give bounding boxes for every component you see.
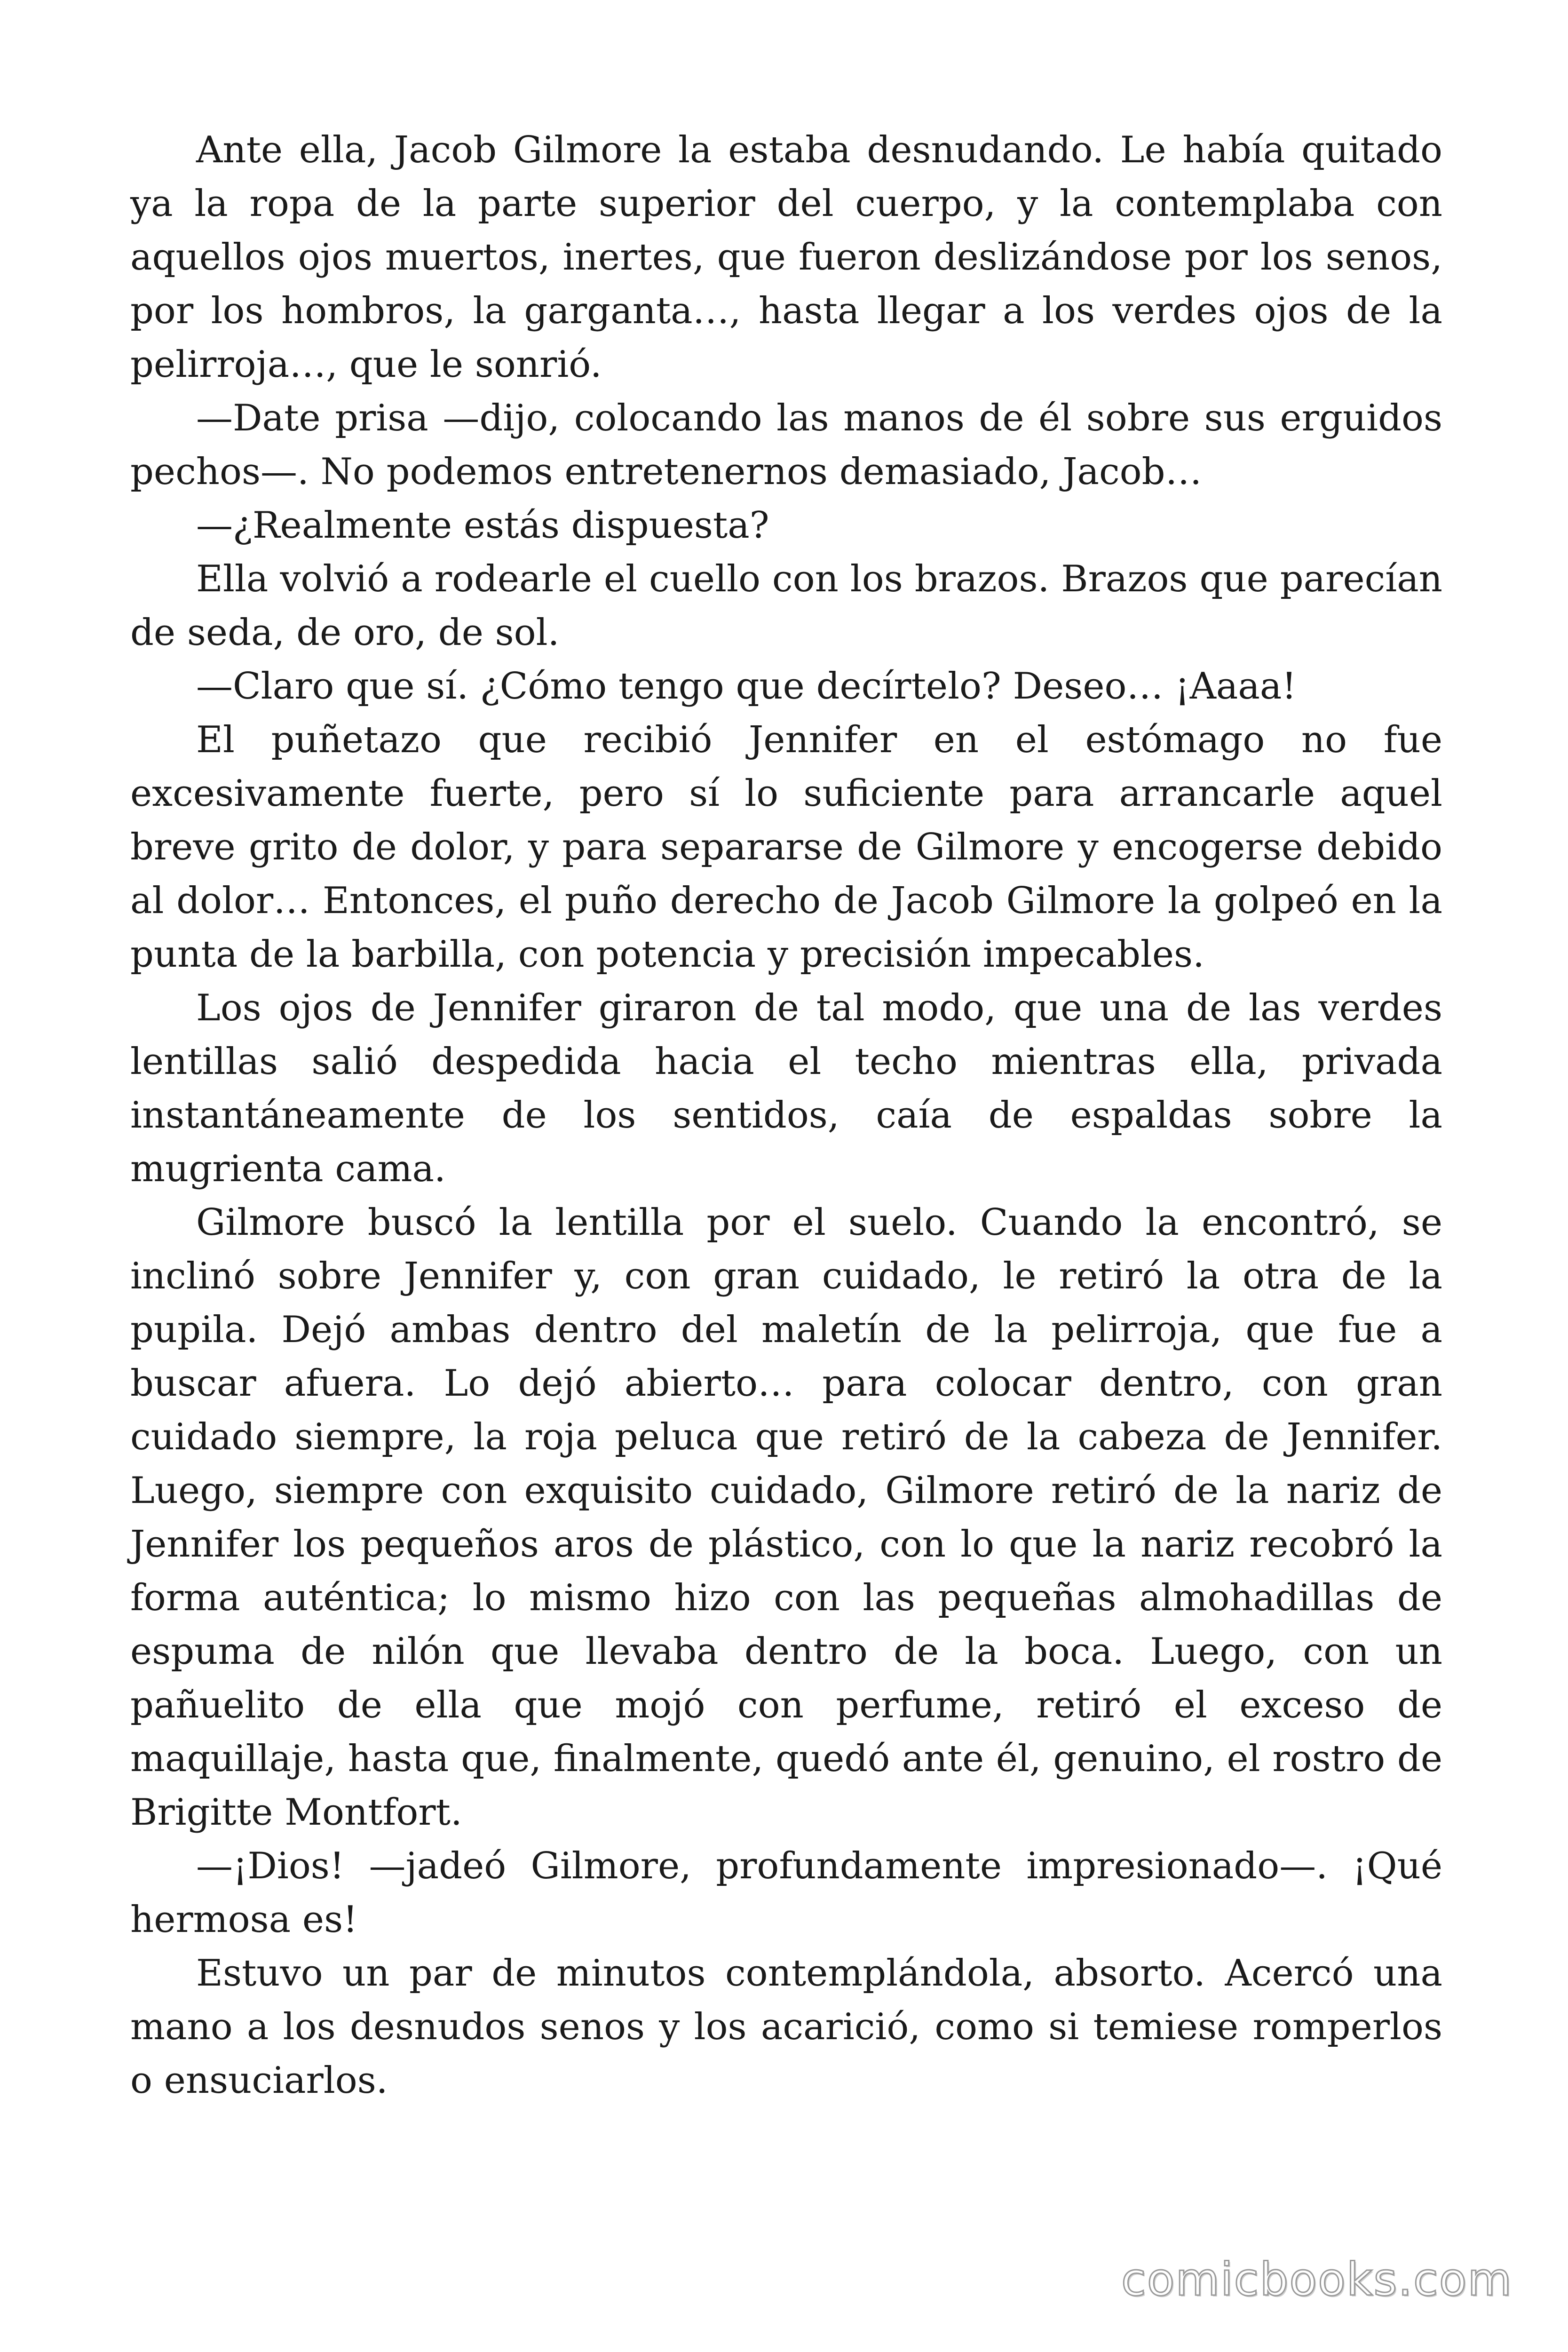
paragraph: Ante ella, Jacob Gilmore la estaba desnudando. Le había quitado ya la ropa de la parte superior del cuerpo, y la contemplaba con aquellos ojos muertos, inertes, que fueron deslizándose por los senos, por los hombros, la garganta…, hasta llegar a los verdes ojos de la pelirroja…, que le sonrió. (130, 129, 1442, 386)
paragraph: Estuvo un par de minutos contemplándola, absorto. Acercó una mano a los desnudos senos y los acarició, como si temiese romperlos o ensuciarlos. (130, 1952, 1442, 2102)
paragraph: Los ojos de Jennifer giraron de tal modo, que una de las verdes lentillas salió despedida hacia el techo mientras ella, privada instantáneamente de los sentidos, caía de espaldas sobre la mugrienta cama. (130, 987, 1442, 1190)
page-text (130, 123, 1442, 2107)
paragraph: —¿Realmente estás dispuesta? (196, 504, 769, 547)
paragraph: Ella volvió a rodearle el cuello con los brazos. Brazos que parecían de seda, de oro, de sol. (130, 558, 1442, 654)
paragraph: El puñetazo que recibió Jennifer en el estómago no fue excesivamente fuerte, pero sí lo suficiente para arrancarle aquel breve grito de dolor, y para separarse de Gilmore y encogerse debido al dolor… Entonces, el puño derecho de Jacob Gilmore la golpeó en la punta de la barbilla, con potencia y precisión impecables. (130, 719, 1442, 976)
watermark: comicbooks.com (1121, 2253, 1513, 2306)
paragraph: Gilmore buscó la lentilla por el suelo. Cuando la encontró, se inclinó sobre Jennifer y, con gran cuidado, le retiró la otra de la pupila. Dejó ambas dentro del maletín de la pelirroja, que fue a buscar afuera. Lo dejó abierto… para colocar dentro, con gran cuidado siempre, la roja peluca que retiró de la cabeza de Jennifer. Luego, siempre con exquisito cuidado, Gilmore retiró de la nariz de Jennifer los pequeños aros de plástico, con lo que la nariz recobró la forma auténtica; lo mismo hizo con las pequeñas almohadillas de espuma de nilón que llevaba dentro de la boca. Luego, con un pañuelito de ella que mojó con perfume, retiró el exceso de maquillaje, hasta que, finalmente, quedó ante él, genuino, el rostro de Brigitte Montfort. (130, 1201, 1442, 1834)
paragraph: —¡Dios! —jadeó Gilmore, profundamente impresionado—. ¡Qué hermosa es! (130, 1845, 1442, 1941)
paragraph: —Claro que sí. ¿Cómo tengo que decírtelo? Deseo… ¡Aaaa! (196, 665, 1297, 707)
paragraph: —Date prisa —dijo, colocando las manos de él sobre sus erguidos pechos—. No podemos entretenernos demasiado, Jacob… (130, 397, 1442, 493)
